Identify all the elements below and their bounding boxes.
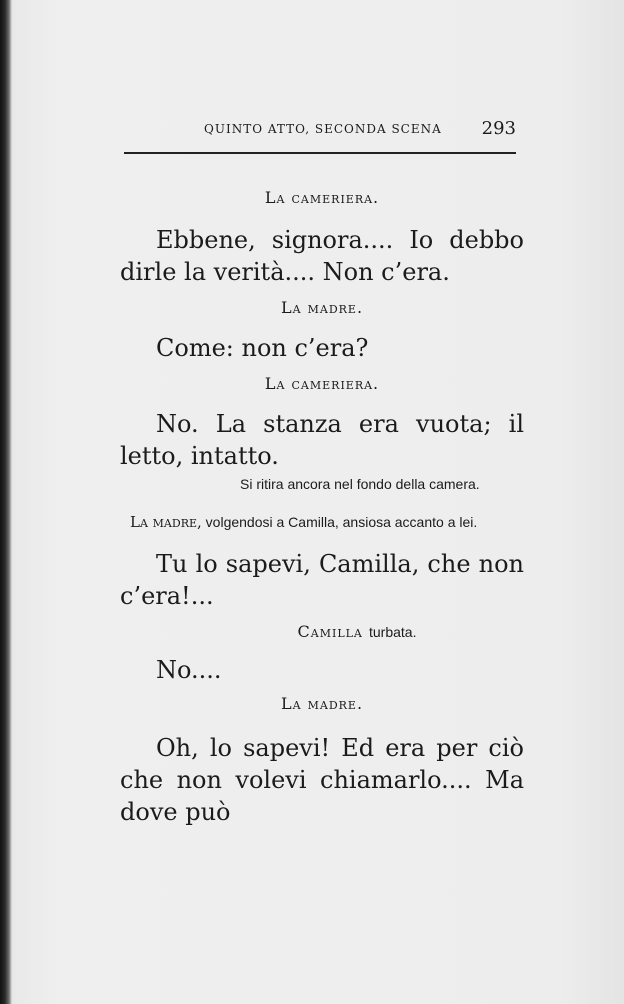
speaker-with-direction [130, 512, 524, 532]
book-spine [0, 0, 12, 1004]
speaker-label: Camilla [297, 622, 363, 641]
speaker-label: La madre. [280, 694, 364, 713]
speech-text: Come: non c’era? [156, 334, 369, 362]
header-rule [124, 152, 516, 154]
speech-text: Ebbene, signora.... Io debbo dirle la verità.... Non c’era. [120, 226, 524, 286]
page-number: 293 [481, 118, 516, 139]
speech-text: No.... [156, 656, 222, 684]
speech-text: Tu lo sapevi, Camilla, che non c’era!... [120, 550, 524, 610]
stage-direction: Si ritira ancora nel fondo della camera. [240, 476, 480, 492]
speaker-label: La madre, [130, 513, 202, 531]
speech-text: No. La stanza era vuota; il letto, intatto. [120, 410, 524, 470]
play-text [120, 180, 524, 828]
speaker-with-direction [120, 624, 524, 640]
speaker-label: La cameriera. [264, 188, 380, 207]
running-head: QUINTO ATTO, SECONDA SCENA [204, 122, 442, 136]
stage-direction: volgendosi a Camilla, ansiosa accanto a lei. [205, 514, 478, 530]
page-header [124, 118, 516, 154]
speech-text: Oh, lo sapevi! Ed era per ciò che non volevi chiamarlo.... Ma dove può [120, 734, 524, 826]
speaker-label: La cameriera. [264, 374, 380, 393]
speaker-label: La madre. [280, 298, 364, 317]
stage-direction: turbata. [368, 624, 417, 640]
